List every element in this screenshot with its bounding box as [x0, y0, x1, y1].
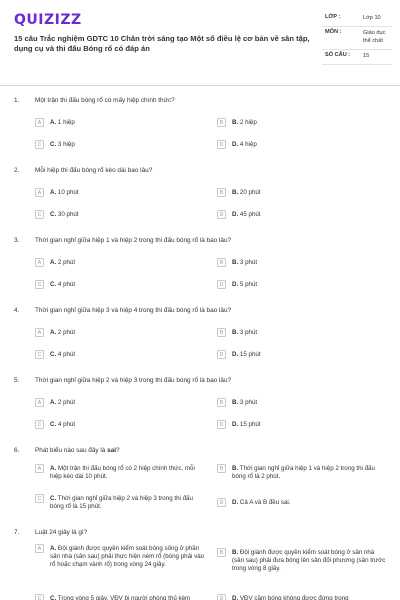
option-text: 10 phút	[57, 189, 79, 196]
subject-label: MÔN :	[325, 29, 342, 35]
option-c[interactable]	[35, 141, 205, 149]
option-text: 30 phút	[57, 211, 79, 218]
option-a[interactable]	[35, 465, 205, 481]
option-c[interactable]	[35, 281, 205, 289]
option-box: A	[35, 464, 44, 473]
option-box: D	[217, 594, 226, 600]
option-box: C	[35, 494, 44, 503]
option-box: C	[35, 420, 44, 429]
option-c[interactable]	[35, 211, 205, 219]
option-text: 4 hiệp	[239, 141, 257, 148]
option-c[interactable]	[35, 595, 205, 600]
option-box: B	[217, 548, 226, 557]
option-d[interactable]	[217, 351, 387, 359]
option-text: 2 hiệp	[239, 119, 257, 126]
question-number: 5.	[14, 377, 20, 384]
meta-class	[322, 12, 392, 27]
option-b[interactable]	[217, 465, 387, 481]
option-letter: B.	[232, 119, 239, 126]
option-box: D	[217, 140, 226, 149]
option-box: B	[217, 328, 226, 337]
option-box: C	[35, 210, 44, 219]
option-box: C	[35, 350, 44, 359]
option-a[interactable]	[35, 399, 205, 407]
option-letter: D.	[232, 141, 239, 148]
option-text: Đội giành được quyền kiểm soát bóng sống ở phần sân nhà (sân sau) phải thực hiện ném rổ (bóng phải vào rổ hoặc chạm vành rổ) trong vòng 24 giây.	[50, 545, 205, 568]
option-letter: C.	[50, 595, 57, 600]
option-letter: A.	[50, 545, 57, 552]
question-number: 6.	[14, 447, 20, 454]
option-b[interactable]	[217, 549, 387, 573]
option-letter: B.	[232, 259, 239, 266]
option-letter: D.	[232, 211, 239, 218]
subject-value: Giáo dục thể chất	[363, 30, 386, 44]
option-d[interactable]	[217, 211, 387, 219]
option-text: 2 phút	[57, 259, 76, 266]
option-box: A	[35, 328, 44, 337]
option-letter: C.	[50, 351, 57, 358]
count-value: 15	[363, 53, 370, 59]
option-d[interactable]	[217, 499, 387, 507]
question-text: Thời gian nghỉ giữa hiệp 1 và hiệp 2 trong thi đấu bóng rổ là bao lâu?	[35, 237, 232, 244]
option-box: C	[35, 594, 44, 600]
option-box: B	[217, 118, 226, 127]
option-c[interactable]	[35, 351, 205, 359]
option-box: D	[217, 210, 226, 219]
option-text: VĐV cầm bóng không được đứng trong	[239, 595, 349, 600]
option-letter: D.	[232, 499, 239, 506]
class-value: Lớp 10	[363, 15, 381, 21]
option-a[interactable]	[35, 119, 205, 127]
question-text: Thời gian nghỉ giữa hiệp 2 và hiệp 3 trong thi đấu bóng rổ là bao lâu?	[35, 377, 232, 384]
option-letter: B.	[232, 329, 239, 336]
question-number: 7.	[14, 529, 20, 536]
option-box: D	[217, 280, 226, 289]
option-b[interactable]	[217, 119, 387, 127]
option-box: D	[217, 350, 226, 359]
option-letter: C.	[50, 141, 57, 148]
option-letter: A.	[50, 399, 57, 406]
option-text: Thời gian nghỉ giữa hiệp 2 và hiệp 3 trong thi đấu bóng rổ là 15 phút.	[50, 495, 193, 510]
option-letter: C.	[50, 495, 57, 502]
meta-count	[322, 50, 392, 65]
meta-panel	[322, 12, 392, 65]
option-letter: B.	[232, 189, 239, 196]
option-box: A	[35, 118, 44, 127]
option-text: 2 phút	[57, 329, 76, 336]
page-title: 15 câu Trắc nghiệm GDTC 10 Chân trời sáng tạo Một số điều lệ cơ bản về sân tập, dụng cụ và thi đấu Bóng rổ có đáp án	[14, 34, 310, 53]
option-text: 3 phút	[239, 259, 258, 266]
option-box: D	[217, 420, 226, 429]
option-letter: D.	[232, 595, 239, 600]
option-c[interactable]	[35, 495, 205, 511]
option-letter: C.	[50, 211, 57, 218]
question-number: 4.	[14, 307, 20, 314]
option-letter: D.	[232, 421, 239, 428]
option-text: 4 phút	[57, 351, 76, 358]
quizizz-logo: QUIZIZZ	[14, 12, 82, 28]
option-text: Thời gian nghỉ giữa hiệp 1 và hiệp 2 trong thi đấu bóng rổ là 2 phút.	[232, 465, 375, 480]
option-box: A	[35, 544, 44, 553]
option-b[interactable]	[217, 329, 387, 337]
option-box: A	[35, 188, 44, 197]
question-number: 1.	[14, 97, 20, 104]
question-text: Mỗi hiệp thi đấu bóng rổ kéo dài bao lâu?	[35, 167, 153, 174]
option-letter: A.	[50, 189, 57, 196]
option-a[interactable]	[35, 545, 205, 569]
option-letter: B.	[232, 465, 239, 472]
option-letter: A.	[50, 329, 57, 336]
option-a[interactable]	[35, 329, 205, 337]
class-label: LỚP :	[325, 14, 341, 20]
option-text: 3 phút	[239, 329, 258, 336]
count-label: SỐ CÂU :	[325, 52, 351, 58]
option-letter: A.	[50, 465, 57, 472]
option-text: 5 phút	[239, 281, 258, 288]
worksheet-header	[0, 0, 400, 86]
option-box: C	[35, 280, 44, 289]
question-text: Một trận thi đấu bóng rổ có mấy hiệp chính thức?	[35, 97, 175, 104]
option-text: 15 phút	[239, 351, 261, 358]
option-box: C	[35, 140, 44, 149]
option-box: B	[217, 258, 226, 267]
option-letter: D.	[232, 281, 239, 288]
option-letter: B.	[232, 549, 239, 556]
option-b[interactable]	[217, 399, 387, 407]
option-text: Cả A và B đều sai.	[239, 499, 291, 506]
question-text: Luật 24 giây là gì?	[35, 529, 88, 536]
option-b[interactable]	[217, 259, 387, 267]
option-box: B	[217, 464, 226, 473]
option-letter: C.	[50, 421, 57, 428]
option-c[interactable]	[35, 421, 205, 429]
option-letter: D.	[232, 351, 239, 358]
option-text: 15 phút	[239, 421, 261, 428]
option-text: 45 phút	[239, 211, 261, 218]
option-box: A	[35, 398, 44, 407]
option-box: A	[35, 258, 44, 267]
question-number: 3.	[14, 237, 20, 244]
option-text: 2 phút	[57, 399, 76, 406]
option-text: 1 hiệp	[57, 119, 75, 126]
option-text: Trong vòng 5 giây, VĐV bị người phòng thủ kèm	[57, 595, 191, 600]
option-letter: B.	[232, 399, 239, 406]
option-letter: C.	[50, 281, 57, 288]
question-text: Phát biểu nào sau đây là sai?	[35, 447, 120, 454]
option-d[interactable]	[217, 281, 387, 289]
question-number: 2.	[14, 167, 20, 174]
option-text: 3 hiệp	[57, 141, 75, 148]
option-b[interactable]	[217, 189, 387, 197]
option-box: B	[217, 398, 226, 407]
option-text: 4 phút	[57, 281, 76, 288]
meta-subject	[322, 27, 392, 50]
option-text: 4 phút	[57, 421, 76, 428]
option-box: B	[217, 188, 226, 197]
option-text: 3 phút	[239, 399, 258, 406]
option-d[interactable]	[217, 595, 387, 600]
option-text: Một trận thi đấu bóng rổ có 2 hiệp chính thức, mỗi hiệp kéo dài 10 phút.	[50, 465, 195, 480]
option-letter: A.	[50, 119, 57, 126]
option-letter: A.	[50, 259, 57, 266]
option-text: 20 phút	[239, 189, 261, 196]
option-a[interactable]	[35, 189, 205, 197]
option-a[interactable]	[35, 259, 205, 267]
emphasis-sai: sai	[107, 447, 117, 454]
question-text: Thời gian nghỉ giữa hiệp 3 và hiệp 4 trong thi đấu bóng rổ là bao lâu?	[35, 307, 232, 314]
option-d[interactable]	[217, 421, 387, 429]
option-text: Đội giành được quyền kiểm soát bóng ở sân nhà (sân sau) phải đưa bóng lên sân đối phương (sân trước trong vòng 8 giây.	[232, 549, 386, 572]
option-d[interactable]	[217, 141, 387, 149]
option-box: D	[217, 498, 226, 507]
